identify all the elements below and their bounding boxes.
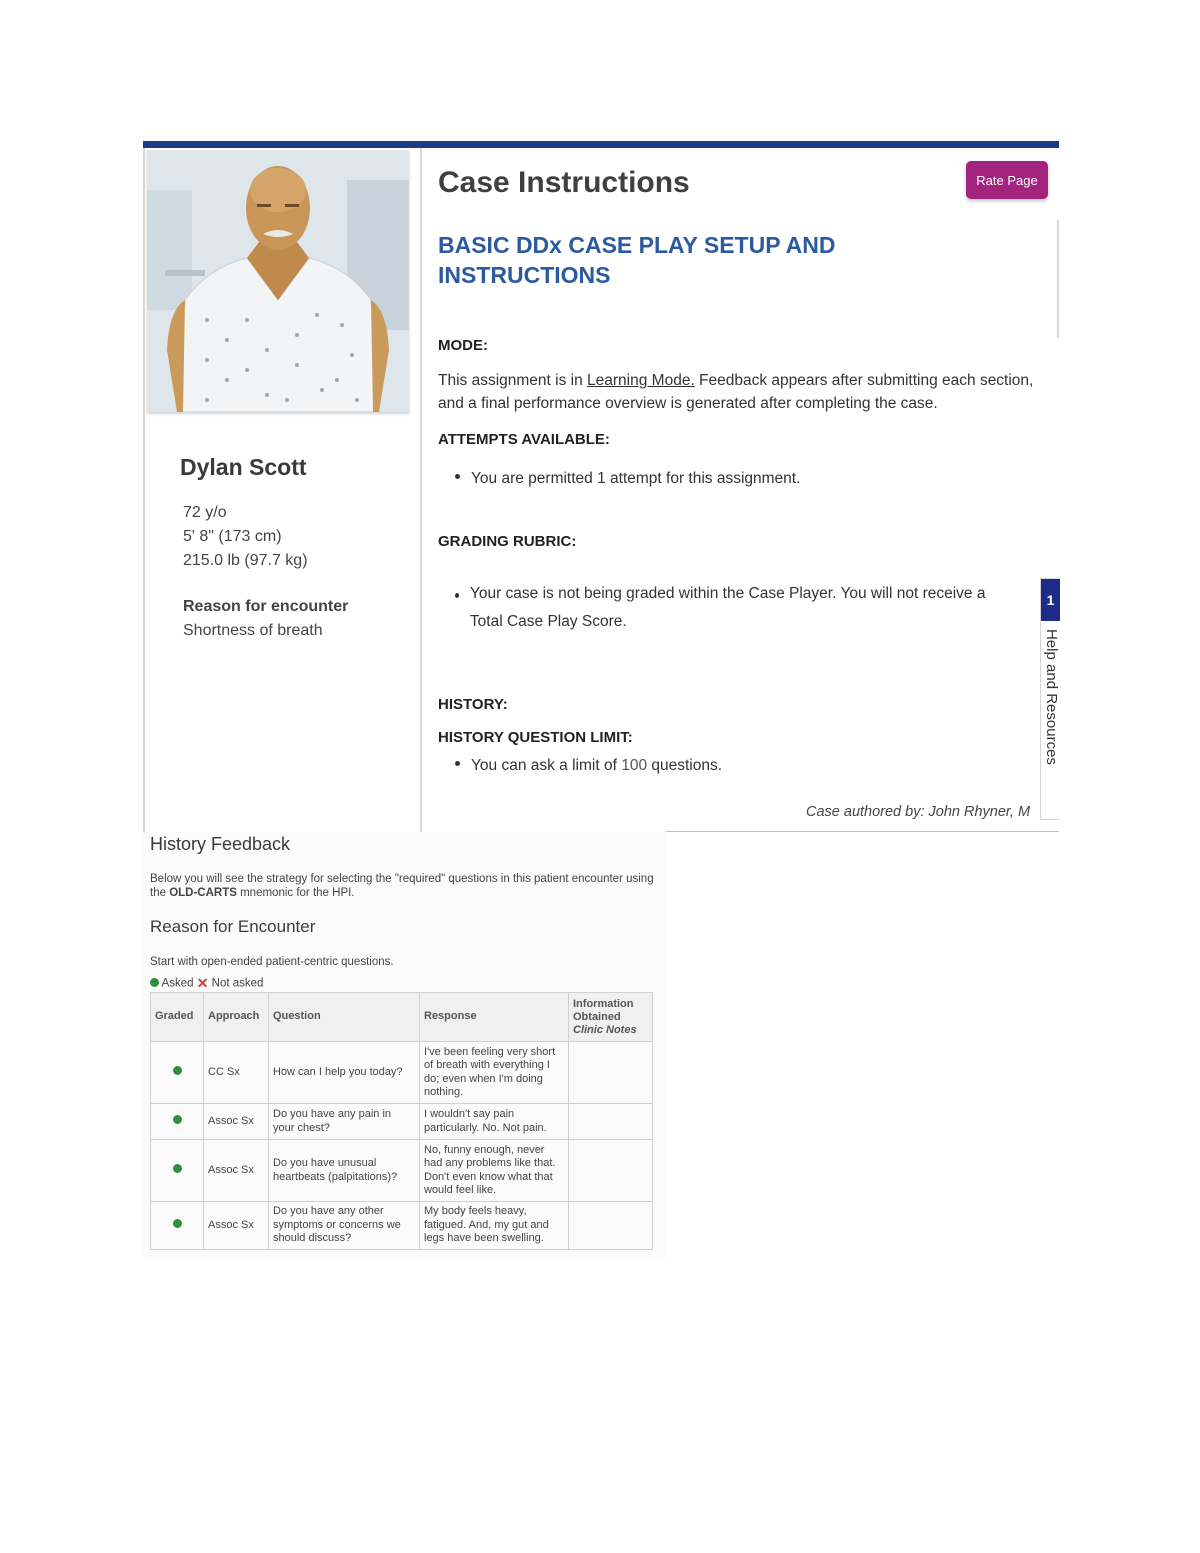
col-info-line2: Obtained (573, 1010, 621, 1023)
patient-avatar-image (147, 150, 409, 412)
instructions-panel (420, 148, 1059, 832)
table-header-row (151, 993, 653, 1042)
table-row (151, 1104, 653, 1140)
legend-not-asked: Not asked (211, 977, 264, 990)
intro-text-end: mnemonic for the HPI. (236, 887, 355, 899)
help-tab-badge: 1 (1041, 579, 1060, 621)
feedback-table (150, 992, 653, 1250)
response-cell: I wouldn't say pain particularly. No. Not pain. (420, 1104, 569, 1140)
feedback-title: History Feedback (150, 834, 291, 854)
question-cell: Do you have unusual heartbeats (palpitations)? (269, 1140, 420, 1202)
patient-weight: 215.0 lb (97.7 kg) (183, 552, 308, 569)
mode-text-end: Feedback appears after submitting each section, and a final performance overview is generated after completing the case. (438, 372, 1034, 412)
learning-mode-link[interactable]: Learning Mode. (587, 372, 695, 389)
case-player-card (143, 141, 1059, 832)
history-feedback-panel (143, 832, 667, 1258)
approach-cell: Assoc Sx (204, 1140, 269, 1202)
info-cell (569, 1202, 653, 1250)
asked-dot-icon (150, 978, 159, 987)
info-cell (569, 1140, 653, 1202)
divider-line (666, 831, 1059, 832)
col-approach: Approach (204, 993, 269, 1042)
help-resources-tab[interactable] (1040, 578, 1060, 820)
question-cell: How can I help you today? (269, 1042, 420, 1104)
patient-name: Dylan Scott (180, 454, 307, 480)
table-row (151, 1042, 653, 1104)
question-cell: Do you have any other symptoms or concerns we should discuss? (269, 1202, 420, 1250)
bullet-icon (455, 761, 460, 766)
graded-cell (151, 1042, 204, 1104)
col-information (569, 993, 653, 1042)
asked-dot-icon (173, 1219, 182, 1228)
legend (150, 975, 263, 992)
feedback-intro (150, 872, 655, 900)
patient-age: 72 y/o (183, 504, 227, 521)
patient-photo (147, 150, 409, 412)
reason-label: Reason for encounter (183, 598, 349, 615)
info-cell (569, 1104, 653, 1140)
col-graded: Graded (151, 993, 204, 1042)
intro-mnemonic: OLD-CARTS (169, 887, 237, 899)
help-tab-label: Help and Resources (1043, 629, 1060, 765)
graded-cell (151, 1140, 204, 1202)
page-title: Case Instructions (438, 166, 690, 199)
rate-page-button[interactable]: Rate Page (966, 161, 1048, 199)
brand-bar (143, 141, 1059, 148)
asked-dot-icon (173, 1164, 182, 1173)
mode-text-start: This assignment is in (438, 372, 588, 389)
mode-text (438, 369, 1038, 415)
table-row (151, 1140, 653, 1202)
not-asked-x-icon: ✕ (196, 975, 209, 991)
legend-asked: Asked (161, 977, 194, 990)
bullet-icon (455, 474, 460, 479)
grading-item (455, 580, 1000, 636)
history-limit-item (455, 757, 722, 775)
graded-cell (151, 1202, 204, 1250)
section-title: BASIC DDx CASE PLAY SETUP AND INSTRUCTIONS (438, 232, 836, 288)
info-cell (569, 1042, 653, 1104)
col-info-line1: Information (573, 997, 634, 1010)
attempts-item (455, 470, 800, 488)
col-response: Response (420, 993, 569, 1042)
approach-cell: CC Sx (204, 1042, 269, 1104)
history-limit-label: HISTORY QUESTION LIMIT: (438, 729, 633, 746)
asked-dot-icon (173, 1115, 182, 1124)
response-cell: My body feels heavy, fatigued. And, my gut and legs have been swelling. (420, 1202, 569, 1250)
feedback-subtitle: Reason for Encounter (150, 917, 316, 936)
graded-cell (151, 1104, 204, 1140)
question-cell: Do you have any pain in your chest? (269, 1104, 420, 1140)
grading-label: GRADING RUBRIC: (438, 533, 577, 550)
patient-height: 5' 8" (173 cm) (183, 528, 282, 545)
approach-cell: Assoc Sx (204, 1202, 269, 1250)
feedback-start-text: Start with open-ended patient-centric questions. (150, 956, 394, 968)
attempts-label: ATTEMPTS AVAILABLE: (438, 431, 610, 448)
history-limit-text-start: You can ask a limit of (471, 757, 622, 774)
history-label: HISTORY: (438, 696, 508, 713)
history-limit-number: 100 (621, 757, 648, 774)
asked-dot-icon (173, 1066, 182, 1075)
attempts-text: You are permitted 1 attempt for this assignment. (471, 470, 801, 487)
bullet-icon (455, 593, 459, 598)
response-cell: No, funny enough, never had any problems like that. Don't even know what that would feel like. (420, 1140, 569, 1202)
mode-label: MODE: (438, 337, 488, 354)
col-info-line3: Clinic Notes (573, 1023, 637, 1036)
col-question: Question (269, 993, 420, 1042)
case-author: Case authored by: John Rhyner, M (806, 804, 1031, 820)
history-limit-text-end: questions. (647, 757, 723, 774)
patient-panel (143, 148, 422, 832)
reason-value: Shortness of breath (183, 622, 323, 639)
panel-divider (1057, 220, 1059, 338)
approach-cell: Assoc Sx (204, 1104, 269, 1140)
table-row (151, 1202, 653, 1250)
grading-text: Your case is not being graded within the Case Player. You will not receive a Total Case Play Score. (469, 585, 986, 630)
response-cell: I've been feeling very short of breath with everything I do; even when I'm doing nothing. (420, 1042, 569, 1104)
intro-text-start: Below you will see the strategy for selecting the "required" questions in this patient encounter using the (150, 873, 654, 899)
